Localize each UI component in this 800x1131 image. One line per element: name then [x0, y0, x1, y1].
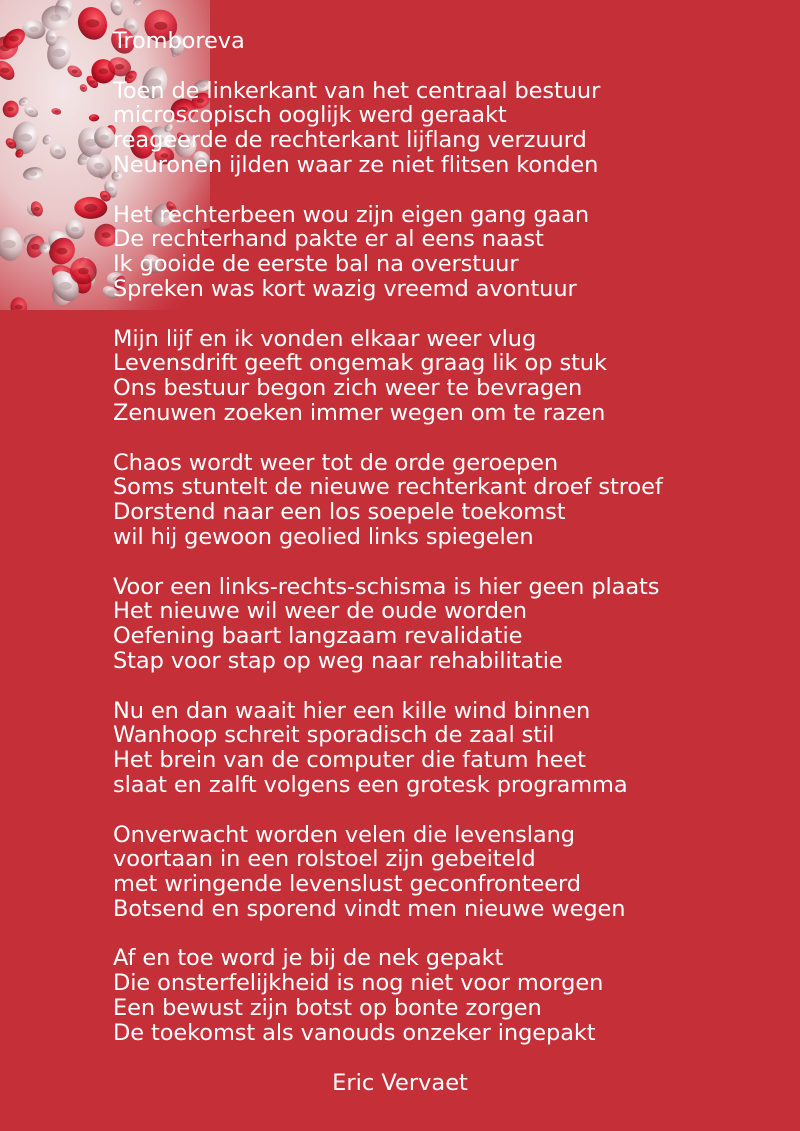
- poem-line: Botsend en sporend vindt men nieuwe wegen: [113, 895, 626, 922]
- poem-line: Soms stuntelt de nieuwe rechterkant droef stroef: [113, 474, 663, 501]
- poem-line: Stap voor stap op weg naar rehabilitatie: [113, 647, 563, 674]
- stanza-6: [113, 699, 773, 798]
- poem-line: Mijn lijf en ik vonden elkaar weer vlug: [113, 325, 537, 352]
- poem-line: voortaan in een rolstoel zijn gebeiteld: [113, 846, 536, 873]
- stanza-7: [113, 823, 773, 922]
- stanza-8: [113, 946, 773, 1045]
- stanza-5: [113, 575, 773, 674]
- poem-line: met wringende levenslust geconfronteerd: [113, 871, 581, 898]
- poem-line: Nu en dan waait hier een kille wind binnen: [113, 697, 591, 724]
- poem-line: Het rechterbeen wou zijn eigen gang gaan: [113, 201, 590, 228]
- poem-line: Toen de linkerkant van het centraal bestuur: [113, 77, 601, 104]
- poem-line: slaat en zalft volgens een grotesk programma: [113, 771, 628, 798]
- stanza-2: [113, 203, 773, 302]
- poem-line: reageerde de rechterkant lijflang verzuurd: [113, 127, 587, 154]
- poem-line: Oefening baart langzaam revalidatie: [113, 623, 523, 650]
- poem-title: Tromboreva: [113, 28, 245, 54]
- poem-line: Ik gooide de eerste bal na overstuur: [113, 251, 519, 278]
- poem-line: Onverwacht worden velen die levenslang: [113, 821, 575, 848]
- poem-line: Ons bestuur begon zich weer te bevragen: [113, 375, 583, 402]
- stanza-4: [113, 451, 773, 550]
- poem: [113, 29, 773, 1070]
- poem-line: Dorstend naar een los soepele toekomst: [113, 499, 566, 526]
- poem-line: Het nieuwe wil weer de oude worden: [113, 598, 527, 625]
- poem-line: Die onsterfelijkheid is nog niet voor morgen: [113, 970, 604, 997]
- poem-line: Zenuwen zoeken immer wegen om te razen: [113, 399, 606, 426]
- poem-line: Spreken was kort wazig vreemd avontuur: [113, 275, 577, 302]
- poem-line: Een bewust zijn botst op bonte zorgen: [113, 995, 542, 1022]
- poem-line: Wanhoop schreit sporadisch de zaal stil: [113, 722, 555, 749]
- poem-line: Voor een links-rechts-schisma is hier geen plaats: [113, 573, 660, 600]
- stanza-1: [113, 79, 773, 178]
- poem-line: Levensdrift geeft ongemak graag lik op stuk: [113, 350, 607, 377]
- poem-line: De rechterhand pakte er al eens naast: [113, 226, 544, 253]
- poem-line: Chaos wordt weer tot de orde geroepen: [113, 449, 559, 476]
- poem-line: microscopisch ooglijk werd geraakt: [113, 102, 507, 129]
- poem-line: Het brein van de computer die fatum heet: [113, 747, 586, 774]
- poem-line: wil hij gewoon geolied links spiegelen: [113, 523, 534, 550]
- stanza-3: [113, 327, 773, 426]
- poem-line: Neuronen ijlden waar ze niet flitsen konden: [113, 151, 599, 178]
- poem-stanzas: [113, 79, 773, 1046]
- poem-line: De toekomst als vanouds onzeker ingepakt: [113, 1019, 596, 1046]
- poem-line: Af en toe word je bij de nek gepakt: [113, 945, 504, 972]
- author-name: Eric Vervaet: [332, 1070, 468, 1096]
